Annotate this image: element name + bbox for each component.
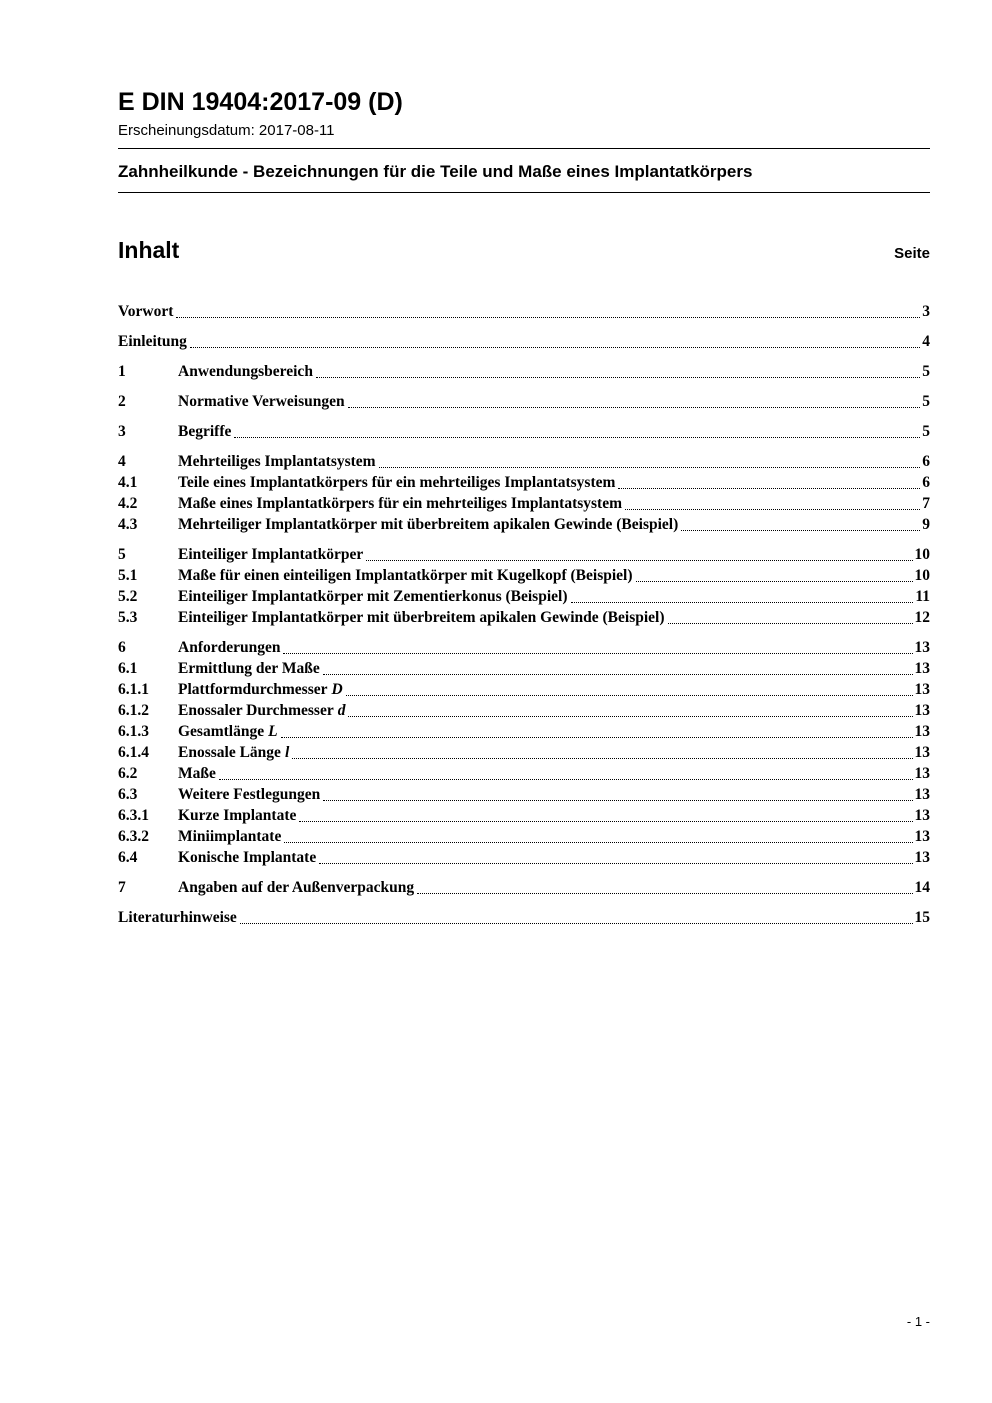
toc-entry[interactable] — [118, 907, 930, 928]
toc-entry-number: 4.3 — [118, 515, 138, 533]
toc-entry-number: 5.2 — [118, 587, 138, 605]
toc-entry-title-wrap — [178, 514, 678, 535]
toc-entry-title-wrap — [178, 658, 320, 679]
document-header — [118, 88, 930, 193]
dotted-leader — [323, 674, 913, 675]
dotted-leader — [681, 530, 920, 531]
toc-entry-symbol: l — [284, 743, 290, 761]
toc-entry-title: Enossale Länge — [178, 743, 281, 761]
toc-entry-title: Mehrteiliger Implantatkörper mit überbreitem apikalen Gewinde (Beispiel) — [178, 515, 679, 533]
toc-entry-title-wrap — [178, 877, 414, 898]
dotted-leader — [234, 437, 920, 438]
dotted-leader — [323, 800, 912, 801]
toc-entry[interactable] — [118, 586, 930, 607]
toc-entry-page: 13 — [914, 848, 930, 866]
dotted-leader — [240, 923, 913, 924]
dotted-leader — [219, 779, 913, 780]
toc-entry-title: Maße — [178, 764, 216, 782]
toc-entry-number: 1 — [118, 362, 126, 380]
toc-entry-title: Anforderungen — [178, 638, 281, 656]
toc-entry[interactable] — [118, 847, 930, 868]
toc-entry-page: 4 — [922, 332, 930, 350]
toc-entry-number: 2 — [118, 392, 126, 410]
dotted-leader — [283, 653, 912, 654]
toc-entry-title-wrap — [178, 805, 296, 826]
toc-entry-page: 12 — [914, 608, 930, 626]
dotted-leader — [366, 560, 912, 561]
toc-entry-title-wrap — [178, 700, 345, 721]
dotted-leader — [417, 893, 912, 894]
toc-entry-page: 13 — [914, 785, 930, 803]
header-divider-bottom — [118, 192, 930, 193]
toc-entry[interactable] — [118, 421, 930, 442]
toc-entry[interactable] — [118, 361, 930, 382]
toc-entry-title-wrap — [178, 607, 665, 628]
toc-entry-title-wrap — [178, 544, 363, 565]
toc-entry-number: 7 — [118, 878, 126, 896]
dotted-leader — [348, 716, 912, 717]
toc-entry-title-wrap — [178, 361, 313, 382]
toc-entry-title-wrap — [118, 331, 187, 352]
toc-entry[interactable] — [118, 763, 930, 784]
toc-entry-number: 6.3.1 — [118, 806, 149, 824]
toc-entry-title: Kurze Implantate — [178, 806, 297, 824]
toc-entry-title-wrap — [178, 679, 343, 700]
dotted-leader — [668, 623, 913, 624]
toc-entry-page: 9 — [922, 515, 930, 533]
dotted-leader — [618, 488, 920, 489]
toc-entry-page: 11 — [915, 587, 930, 605]
toc-entry-title-wrap — [178, 586, 568, 607]
dotted-leader — [292, 758, 912, 759]
toc-entry-page: 7 — [922, 494, 930, 512]
toc-heading: Inhalt — [118, 236, 180, 263]
toc-entry-title: Maße für einen einteiligen Implantatkörper mit Kugelkopf (Beispiel) — [178, 566, 633, 584]
toc-entry-title: Vorwort — [118, 302, 174, 320]
toc-entry-number: 5.3 — [118, 608, 138, 626]
toc-entry-page: 15 — [914, 908, 930, 926]
toc-entry-symbol: D — [331, 680, 343, 698]
toc-entry[interactable] — [118, 826, 930, 847]
toc-entry-page: 3 — [922, 302, 930, 320]
toc-entry-number: 6 — [118, 638, 126, 656]
dotted-leader — [190, 347, 920, 348]
dotted-leader — [636, 581, 913, 582]
toc-entry[interactable] — [118, 700, 930, 721]
toc-entry-number: 6.1.3 — [118, 722, 149, 740]
toc-entry[interactable] — [118, 658, 930, 679]
dotted-leader — [316, 377, 920, 378]
toc-entry-number: 4.2 — [118, 494, 138, 512]
toc-entry[interactable] — [118, 877, 930, 898]
toc-entry-symbol: d — [337, 701, 346, 719]
toc-entry-page: 10 — [914, 566, 930, 584]
toc-entry-page: 13 — [914, 764, 930, 782]
toc-entry-title-wrap — [178, 742, 289, 763]
toc-entry-page: 10 — [914, 545, 930, 563]
toc-entry-number: 6.4 — [118, 848, 138, 866]
toc-entry-title: Anwendungsbereich — [178, 362, 313, 380]
toc-entry-page: 13 — [914, 743, 930, 761]
toc-entry-symbol: L — [268, 722, 278, 740]
toc-entry-number: 6.3 — [118, 785, 138, 803]
toc-entry[interactable] — [118, 493, 930, 514]
toc-entry-title: Mehrteiliges Implantatsystem — [178, 452, 376, 470]
dotted-leader — [625, 509, 920, 510]
toc-entry-number: 5.1 — [118, 566, 138, 584]
dotted-leader — [571, 602, 914, 603]
toc-entry[interactable] — [118, 637, 930, 658]
toc-entry-page: 13 — [914, 722, 930, 740]
toc-entry[interactable] — [118, 514, 930, 535]
toc-entry-title: Gesamtlänge — [178, 722, 265, 740]
dotted-leader — [348, 407, 921, 408]
toc-entry-title-wrap — [118, 907, 237, 928]
toc-entry-title: Literaturhinweise — [118, 908, 237, 926]
dotted-leader — [319, 863, 912, 864]
toc-entry-page: 13 — [914, 806, 930, 824]
toc-list — [118, 301, 930, 928]
toc-entry-title-wrap — [178, 472, 615, 493]
toc-entry[interactable] — [118, 805, 930, 826]
toc-entry-title: Einteiliger Implantatkörper — [178, 545, 364, 563]
toc-entry-page: 14 — [914, 878, 930, 896]
page-number-footer: - 1 - — [906, 1314, 930, 1329]
toc-entry-number: 6.2 — [118, 764, 138, 782]
toc-entry-title: Konische Implantate — [178, 848, 317, 866]
toc-entry-title: Weitere Festlegungen — [178, 785, 321, 803]
toc-entry-title-wrap — [178, 637, 280, 658]
dotted-leader — [346, 695, 913, 696]
toc-entry-title-wrap — [178, 826, 281, 847]
dotted-leader — [379, 467, 921, 468]
toc-entry[interactable] — [118, 742, 930, 763]
toc-entry-title: Ermittlung der Maße — [178, 659, 320, 677]
toc-entry-page: 13 — [914, 638, 930, 656]
toc-entry-page: 13 — [914, 827, 930, 845]
toc-page-column-label: Seite — [894, 244, 930, 262]
toc-entry-title-wrap — [178, 451, 376, 472]
toc-entry[interactable] — [118, 301, 930, 322]
toc-entry-title-wrap — [178, 391, 345, 412]
toc-entry-page: 5 — [922, 422, 930, 440]
toc-entry[interactable] — [118, 451, 930, 472]
toc-entry-number: 5 — [118, 545, 126, 563]
toc-entry[interactable] — [118, 607, 930, 628]
toc-entry-title-wrap — [178, 421, 231, 442]
toc-entry-title-wrap — [178, 493, 622, 514]
toc-entry[interactable] — [118, 784, 930, 805]
toc-entry-title: Maße eines Implantatkörpers für ein mehrteiliges Implantatsystem — [178, 494, 623, 512]
dotted-leader — [281, 737, 913, 738]
toc-entry-number: 6.1 — [118, 659, 138, 677]
toc-entry-number: 4.1 — [118, 473, 138, 491]
dotted-leader — [176, 317, 920, 318]
toc-entry-title-wrap — [118, 301, 173, 322]
toc-entry[interactable] — [118, 721, 930, 742]
toc-entry-title-wrap — [178, 721, 278, 742]
toc-entry-number: 6.1.2 — [118, 701, 149, 719]
toc-entry-title-wrap — [178, 784, 320, 805]
toc-header — [118, 237, 930, 264]
toc-entry[interactable] — [118, 391, 930, 412]
toc-entry[interactable] — [118, 565, 930, 586]
publication-date: Erscheinungsdatum: 2017-08-11 — [118, 121, 335, 139]
toc-entry-page: 13 — [914, 701, 930, 719]
toc-entry[interactable] — [118, 331, 930, 352]
toc-entry-number: 3 — [118, 422, 126, 440]
toc-entry-title: Miniimplantate — [178, 827, 282, 845]
toc-entry-title: Einteiliger Implantatkörper mit überbreitem apikalen Gewinde (Beispiel) — [178, 608, 665, 626]
toc-entry-page: 13 — [914, 680, 930, 698]
toc-entry-page: 5 — [922, 362, 930, 380]
dotted-leader — [299, 821, 912, 822]
document-title: Zahnheilkunde - Bezeichnungen für die Teile und Maße eines Implantatkörpers — [118, 161, 753, 181]
toc-entry-title: Teile eines Implantatkörpers für ein mehrteiliges Implantatsystem — [178, 473, 616, 491]
page-content — [118, 88, 930, 928]
toc-entry-page: 5 — [922, 392, 930, 410]
dotted-leader — [284, 842, 912, 843]
toc-entry-page: 6 — [922, 473, 930, 491]
toc-entry-title-wrap — [178, 847, 316, 868]
toc-entry-title: Einteiliger Implantatkörper mit Zementierkonus (Beispiel) — [178, 587, 568, 605]
toc-entry-number: 6.3.2 — [118, 827, 149, 845]
toc-entry[interactable] — [118, 544, 930, 565]
toc-entry-title: Plattformdurchmesser — [178, 680, 328, 698]
toc-entry-title: Enossaler Durchmesser — [178, 701, 334, 719]
toc-entry-page: 13 — [914, 659, 930, 677]
toc-entry-title: Begriffe — [178, 422, 232, 440]
toc-entry-title-wrap — [178, 763, 216, 784]
toc-entry-number: 6.1.4 — [118, 743, 149, 761]
toc-entry-title: Angaben auf der Außenverpackung — [178, 878, 415, 896]
toc-entry-number: 6.1.1 — [118, 680, 149, 698]
toc-entry-page: 6 — [922, 452, 930, 470]
toc-entry-title-wrap — [178, 565, 633, 586]
toc-entry-title: Normative Verweisungen — [178, 392, 345, 410]
toc-entry-number: 4 — [118, 452, 126, 470]
toc-entry[interactable] — [118, 472, 930, 493]
document-number: E DIN 19404:2017-09 (D) — [118, 88, 403, 116]
toc-entry-title: Einleitung — [118, 332, 187, 350]
header-divider-top — [118, 148, 930, 149]
toc-entry[interactable] — [118, 679, 930, 700]
